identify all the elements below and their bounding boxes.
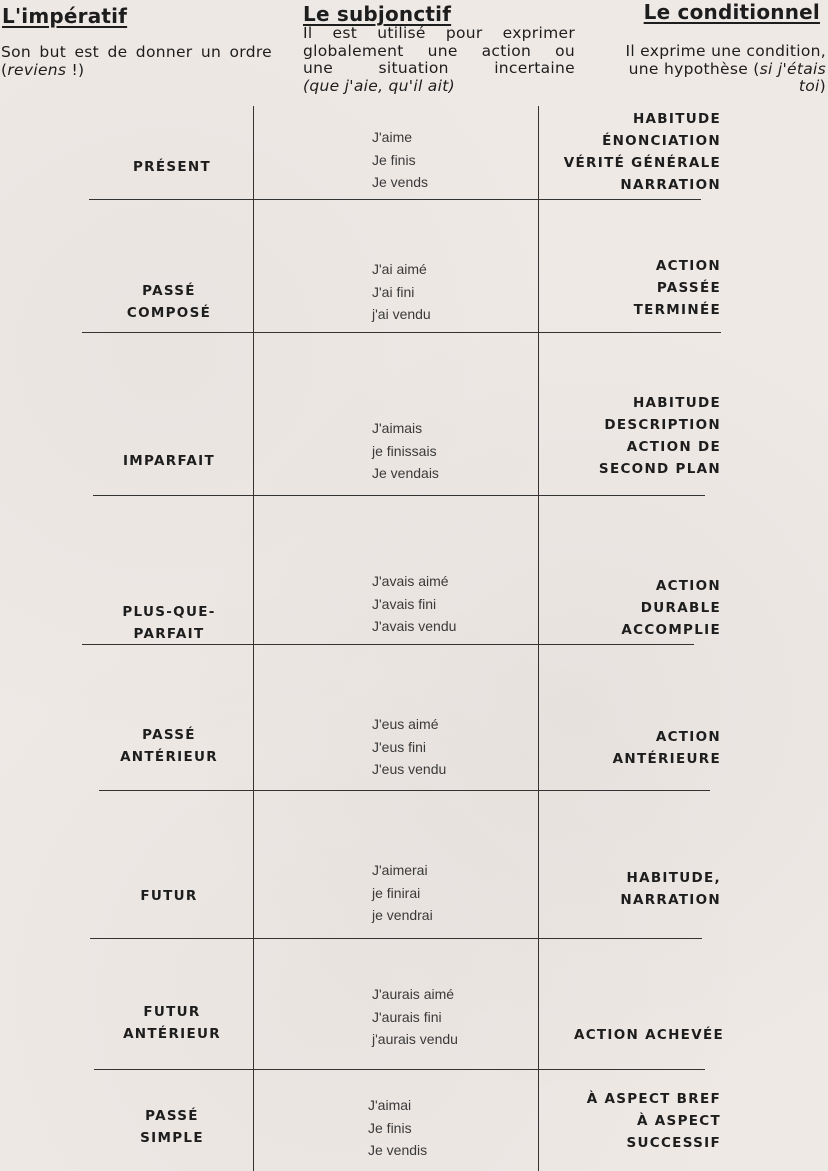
text-line: PASSÉE — [656, 280, 721, 296]
conjugation-examples — [372, 983, 458, 1051]
text-line: J'aurais aimé — [372, 986, 455, 1002]
text-line: J'avais aimé — [372, 573, 449, 589]
text-line: toi — [798, 77, 820, 95]
text-line: Je finis — [368, 1119, 412, 1136]
text-line: Je vendais — [372, 465, 439, 481]
text-line: Je vends — [372, 174, 429, 190]
tense-label — [84, 886, 254, 908]
text-line: j'aurais vendu — [372, 1031, 458, 1047]
conjugation-examples — [372, 258, 431, 326]
usage-list — [613, 726, 721, 770]
text-line: HABITUDE — [632, 111, 721, 127]
text-line: J'eus aimé — [372, 716, 439, 732]
text-line: TERMINÉE — [633, 302, 721, 318]
text-line: PRÉSENT — [132, 159, 212, 175]
row-divider — [93, 495, 705, 496]
text-line: IMPARFAIT — [122, 453, 215, 469]
imperatif-title: L'impératif — [2, 4, 128, 28]
text-line: J'ai aimé — [372, 261, 427, 277]
text-line: ACTION — [655, 258, 721, 274]
text-line: NARRATION — [620, 892, 721, 908]
conjugation-examples — [372, 570, 456, 638]
text-line: J'aimerai — [372, 862, 428, 878]
tense-label — [87, 1002, 257, 1045]
text-line: J'avais vendu — [372, 618, 457, 634]
imperatif-description — [1, 44, 272, 79]
text-line: PASSÉ — [142, 727, 196, 743]
text-line: J'eus fini — [372, 738, 427, 755]
text-line: J'avais fini — [372, 595, 437, 612]
text-line: ÉNONCIATION — [602, 133, 721, 149]
text-line: SIMPLE — [140, 1129, 204, 1146]
text-line: J'aurais fini — [372, 1008, 442, 1025]
text-line: DESCRIPTION — [604, 417, 721, 433]
tense-label — [87, 1106, 257, 1149]
text-line: ACTION DE — [626, 439, 721, 455]
text-line: FUTUR — [140, 888, 198, 904]
text-line: reviens — [7, 60, 67, 79]
text-line: si j'étais — [759, 59, 826, 78]
conditionnel-description — [576, 43, 826, 96]
text-line: j'ai vendu — [372, 306, 431, 322]
text-line: À ASPECT BREF — [586, 1091, 721, 1107]
subjonctif-title: Le subjonctif — [303, 2, 452, 26]
text-line: HABITUDE — [632, 395, 721, 411]
text-line: je finissais — [372, 442, 437, 459]
text-line: PLUS-QUE- — [122, 604, 216, 620]
conditionnel-title: Le conditionnel — [643, 0, 820, 24]
text-line: !) — [66, 60, 85, 79]
usage-list — [599, 392, 721, 480]
usage-list — [564, 108, 721, 196]
tense-label — [87, 157, 257, 179]
conjugation-examples — [372, 417, 439, 485]
column-divider-right — [538, 106, 539, 1171]
usage-list — [620, 867, 721, 911]
text-line: une situation incertaine — [303, 59, 575, 77]
usage-list — [587, 1088, 721, 1154]
tense-label — [84, 602, 254, 645]
row-divider — [82, 332, 721, 333]
text-line: Il est utilisé pour exprimer — [303, 24, 575, 42]
usage-list — [621, 575, 721, 641]
text-line: PASSÉ — [145, 1108, 199, 1124]
usage-list — [574, 1024, 724, 1046]
text-line: HABITUDE, — [626, 870, 721, 886]
text-line: Il exprime une condition, — [625, 42, 826, 60]
text-line: je finirai — [372, 884, 421, 901]
conjugation-examples — [372, 859, 433, 927]
subjonctif-description — [303, 25, 575, 95]
text-line: ANTÉRIEURE — [612, 751, 721, 767]
text-line: ANTÉRIEUR — [120, 748, 218, 765]
text-line: SECOND PLAN — [598, 461, 721, 477]
text-line: FUTUR — [143, 1004, 201, 1020]
text-line: SUCCESSIF — [626, 1135, 721, 1151]
tense-label — [84, 725, 254, 768]
text-line: ANTÉRIEUR — [123, 1025, 221, 1042]
text-line: J'aime — [372, 129, 413, 145]
text-line: ACTION — [655, 578, 721, 594]
text-line: À ASPECT — [637, 1113, 721, 1129]
text-line: J'eus vendu — [372, 761, 447, 777]
conjugation-examples — [368, 1094, 427, 1162]
text-line: ACCOMPLIE — [621, 622, 721, 638]
text-line: ACTION — [655, 729, 721, 745]
text-line: je vendrai — [372, 907, 433, 923]
text-line: Je finis — [372, 151, 416, 168]
text-line: VÉRITÉ GÉNÉRALE — [563, 155, 721, 171]
text-line: une hypothèse ( — [628, 59, 760, 78]
row-divider — [94, 1069, 705, 1070]
tense-label — [84, 451, 254, 473]
text-line: globalement une action ou — [303, 41, 575, 60]
conjugation-examples — [372, 713, 446, 781]
text-line: DURABLE — [640, 600, 721, 616]
row-divider — [99, 790, 710, 791]
text-line: J'aimais — [372, 420, 423, 436]
text-line: Je vendis — [368, 1142, 428, 1158]
text-line: COMPOSÉ — [126, 304, 212, 321]
tense-label — [84, 281, 254, 324]
text-line: NARRATION — [620, 177, 721, 193]
text-line: PARFAIT — [133, 625, 205, 642]
conjugation-examples — [372, 126, 428, 194]
text-line: Son but est de donner un ordre ( — [1, 43, 272, 79]
row-divider — [90, 938, 702, 939]
text-line: J'aimai — [368, 1097, 412, 1113]
text-line: PASSÉ — [142, 283, 196, 299]
usage-list — [634, 255, 721, 321]
text-line: ACTION ACHEVÉE — [573, 1027, 724, 1043]
text-line: (que j'aie, qu'il ait) — [303, 76, 455, 95]
text-line: ) — [819, 77, 826, 95]
text-line: J'ai fini — [372, 283, 415, 300]
row-divider — [89, 199, 701, 200]
